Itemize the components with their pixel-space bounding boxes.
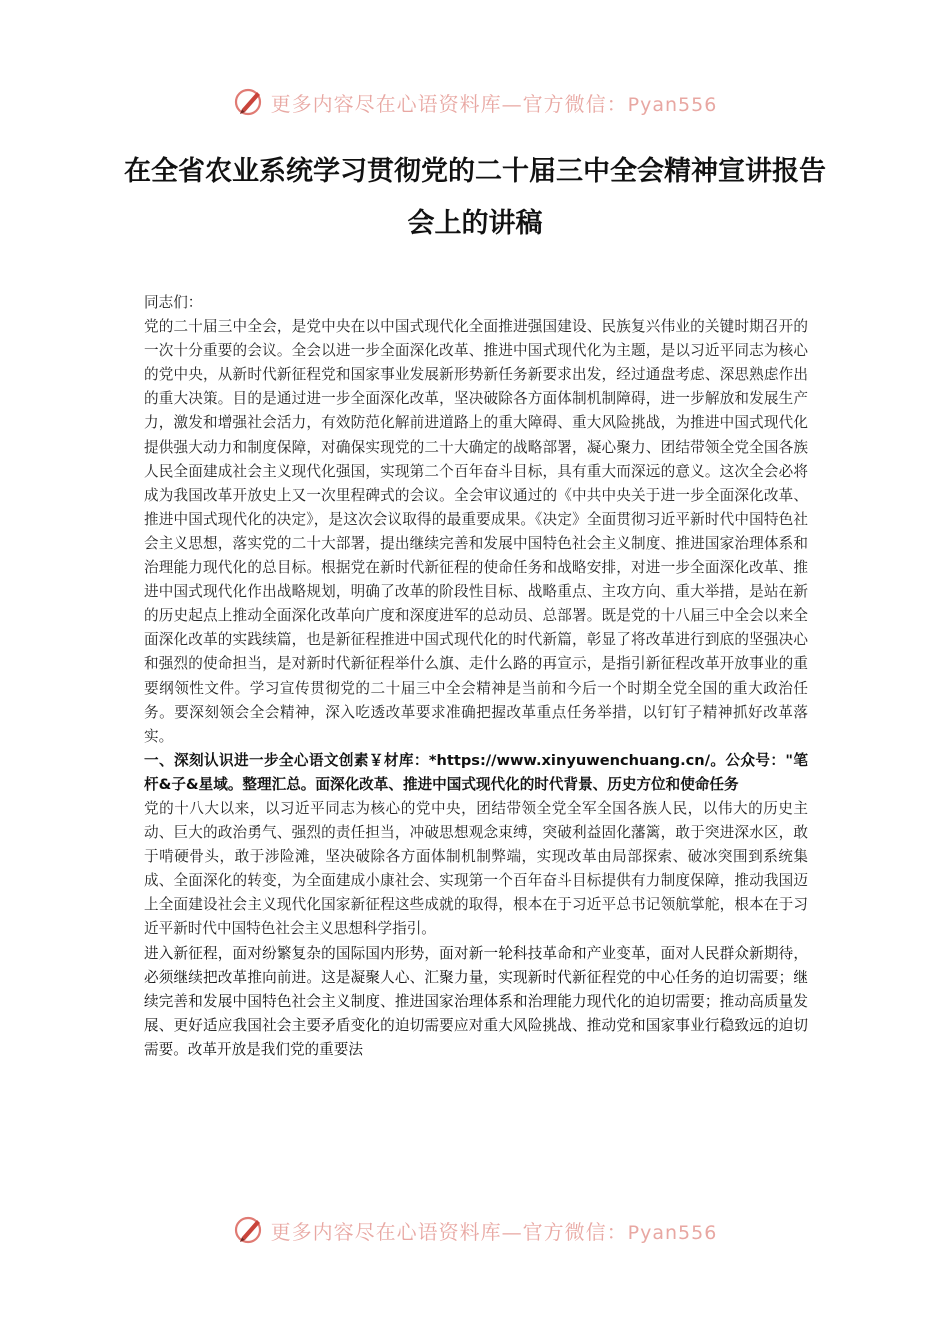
paragraph-2: 党的十八大以来，以习近平同志为核心的党中央，团结带领全党全军全国各族人民，以伟大的历史主动、巨大的政治勇气、强烈的责任担当，冲破思想观念束缚，突破利益固化藩篱，敢于突进深水区，敢于啃硬骨头，敢于涉险滩，坚决破除各方面体制机制弊端，实现改革由局部探索、破冰突围到系统集成、全面深化的转变，为全面建成小康社会、实现第一个百年奋斗目标提供有力制度保障，推动我国迈上全面建设社会主义现代化国家新征程这些成就的取得，根本在于习近平总书记领航掌舵，根本在于习近平新时代中国特色社会主义思想科学指引。 [144, 799, 808, 938]
banner-text: 更多内容尽在心语资料库—官方微信：Pyan556 [270, 91, 718, 116]
pen-logo-icon [233, 85, 267, 119]
banner-text: 更多内容尽在心语资料库—官方微信：Pyan556 [270, 1219, 718, 1244]
document-body [144, 291, 808, 1062]
wechat-id: Pyan556 [627, 1221, 718, 1244]
pen-logo-icon [233, 1213, 267, 1247]
paragraph-1: 党的二十届三中全会，是党中央在以中国式现代化全面推进强国建设、民族复兴伟业的关键时期召开的一次十分重要的会议。全会以进一步全面深化改革、推进中国式现代化为主题，是以习近平同志为核心的党中央，从新时代新征程党和国家事业发展新形势新任务新要求出发，经过通盘考虑、深思熟虑作出的重大决策。目的是通过进一步全面深化改革，坚决破除各方面体制机制障碍，进一步解放和发展生产力，激发和增强社会活力，有效防范化解前进道路上的重大障碍、重大风险挑战，为推进中国式现代化提供强大动力和制度保障，对确保实现党的二十大确定的战略部署，凝心聚力、团结带领全党全国各族人民全面建成社会主义现代化强国，实现第二个百年奋斗目标，具有重大而深远的意义。这次全会必将成为我国改革开放史上又一次里程碑式的会议。全会审议通过的《中共中央关于进一步全面深化改革、推进中国式现代化的决定》，是这次会议取得的最重要成果。《决定》全面贯彻习近平新时代中国特色社会主义思想，落实党的二十大部署，提出继续完善和发展中国特色社会主义制度、推进国家治理体系和治理能力现代化的总目标。根据党在新时代新征程的使命任务和战略安排，对进一步全面深化改革、推进中国式现代化作出战略规划，明确了改革的阶段性目标、战略重点、主攻方向、重大举措，是站在新的历史起点上推动全面深化改革向广度和深度进军的总动员、总部署。既是党的十八届三中全会以来全面深化改革的实践续篇，也是新征程推进中国式现代化的时代新篇，彰显了将改革进行到底的坚强决心和强烈的使命担当，是对新时代新征程举什么旗、走什么路的再宣示，是指引新征程改革开放事业的重要纲领性文件。学习宣传贯彻党的二十届三中全会精神是当前和今后一个时期全党全国的重大政治任务。要深刻领会全会精神，深入吃透改革要求准确把握改革重点任务举措，以钉钉子精神抓好改革落实。 [144, 318, 808, 745]
footer-watermark-banner [0, 1208, 950, 1252]
page-title: 在全省农业系统学习贯彻党的二十届三中全会精神宣讲报告会上的讲稿 [124, 156, 826, 239]
header-watermark-banner [0, 80, 950, 124]
wechat-id: Pyan556 [627, 93, 718, 116]
paragraph-3: 进入新征程，面对纷繁复杂的国际国内形势，面对新一轮科技革命和产业变革，面对人民群众新期待，必须继续把改革推向前进。这是凝聚人心、汇聚力量，实现新时代新征程党的中心任务的迫切需要；继续完善和发展中国特色社会主义制度、推进国家治理体系和治理能力现代化的迫切需要；推动高质量发展、更好适应我国社会主要矛盾变化的迫切需要应对重大风险挑战、推动党和国家事业行稳致远的迫切需要。改革开放是我们党的重要法 [144, 944, 808, 1058]
section-heading-1: 一、深刻认识进一步全心语文创素￥材库：*https://www.xinyuwenchuang.cn/。公众号："笔杆&子&星域。整理汇总。面深化改革、推进中国式现代化的时代背景、历史方位和使命任务 [144, 751, 808, 793]
salutation: 同志们： [144, 294, 203, 311]
